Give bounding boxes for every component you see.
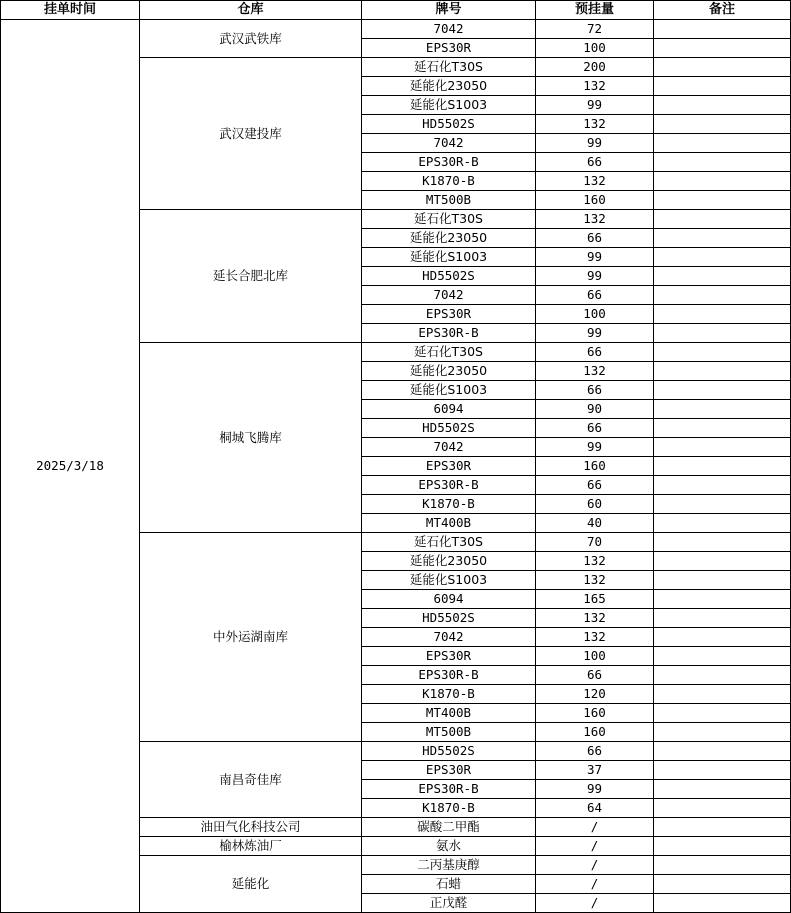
quantity-cell[interactable]: 160 bbox=[536, 723, 654, 742]
remark-cell[interactable] bbox=[654, 419, 791, 438]
brand-cell[interactable]: MT500B bbox=[362, 191, 536, 210]
quantity-cell[interactable]: 160 bbox=[536, 191, 654, 210]
remark-cell[interactable] bbox=[654, 438, 791, 457]
quantity-cell[interactable]: 100 bbox=[536, 647, 654, 666]
remark-cell[interactable] bbox=[654, 533, 791, 552]
remark-cell[interactable] bbox=[654, 666, 791, 685]
quantity-cell[interactable]: 100 bbox=[536, 305, 654, 324]
quantity-cell[interactable]: 40 bbox=[536, 514, 654, 533]
quantity-cell[interactable]: 37 bbox=[536, 761, 654, 780]
brand-cell[interactable]: K1870-B bbox=[362, 495, 536, 514]
remark-cell[interactable] bbox=[654, 685, 791, 704]
header-brand[interactable]: 牌号 bbox=[362, 1, 536, 20]
quantity-cell[interactable]: 66 bbox=[536, 381, 654, 400]
remark-cell[interactable] bbox=[654, 39, 791, 58]
brand-cell[interactable]: 延能化23050 bbox=[362, 77, 536, 96]
quantity-cell[interactable]: 66 bbox=[536, 476, 654, 495]
brand-cell[interactable]: EPS30R-B bbox=[362, 780, 536, 799]
quantity-cell[interactable]: 160 bbox=[536, 457, 654, 476]
quantity-cell[interactable]: 132 bbox=[536, 210, 654, 229]
brand-cell[interactable]: 延能化23050 bbox=[362, 552, 536, 571]
remark-cell[interactable] bbox=[654, 191, 791, 210]
warehouse-cell[interactable]: 武汉武铁库 bbox=[140, 20, 362, 58]
remark-cell[interactable] bbox=[654, 856, 791, 875]
quantity-cell[interactable]: 132 bbox=[536, 628, 654, 647]
brand-cell[interactable]: 7042 bbox=[362, 628, 536, 647]
quantity-cell[interactable]: 132 bbox=[536, 609, 654, 628]
brand-cell[interactable]: 延能化S1003 bbox=[362, 571, 536, 590]
remark-cell[interactable] bbox=[654, 20, 791, 39]
brand-cell[interactable]: 正戊醛 bbox=[362, 894, 536, 913]
header-date[interactable]: 挂单时间 bbox=[1, 1, 140, 20]
quantity-cell[interactable]: 132 bbox=[536, 571, 654, 590]
remark-cell[interactable] bbox=[654, 723, 791, 742]
table-row bbox=[1, 20, 791, 39]
brand-cell[interactable]: 延能化S1003 bbox=[362, 381, 536, 400]
quantity-cell[interactable]: 160 bbox=[536, 704, 654, 723]
brand-cell[interactable]: 延石化T30S bbox=[362, 343, 536, 362]
brand-cell[interactable]: 二丙基庚醇 bbox=[362, 856, 536, 875]
brand-cell[interactable]: HD5502S bbox=[362, 419, 536, 438]
quantity-cell[interactable]: 99 bbox=[536, 438, 654, 457]
quantity-cell[interactable]: 90 bbox=[536, 400, 654, 419]
warehouse-cell[interactable]: 榆林炼油厂 bbox=[140, 837, 362, 856]
remark-cell[interactable] bbox=[654, 457, 791, 476]
brand-cell[interactable]: K1870-B bbox=[362, 172, 536, 191]
brand-cell[interactable]: 延能化23050 bbox=[362, 229, 536, 248]
brand-cell[interactable]: 延石化T30S bbox=[362, 210, 536, 229]
quantity-cell[interactable]: 72 bbox=[536, 20, 654, 39]
quantity-cell[interactable]: 132 bbox=[536, 115, 654, 134]
quantity-cell[interactable]: 200 bbox=[536, 58, 654, 77]
remark-cell[interactable] bbox=[654, 305, 791, 324]
remark-cell[interactable] bbox=[654, 172, 791, 191]
remark-cell[interactable] bbox=[654, 58, 791, 77]
quantity-cell[interactable]: 99 bbox=[536, 248, 654, 267]
brand-cell[interactable]: EPS30R bbox=[362, 39, 536, 58]
quantity-cell[interactable]: 70 bbox=[536, 533, 654, 552]
brand-cell[interactable]: 7042 bbox=[362, 438, 536, 457]
remark-cell[interactable] bbox=[654, 324, 791, 343]
brand-cell[interactable]: 延能化S1003 bbox=[362, 96, 536, 115]
brand-cell[interactable]: MT400B bbox=[362, 704, 536, 723]
remark-cell[interactable] bbox=[654, 381, 791, 400]
header-remark[interactable]: 备注 bbox=[654, 1, 791, 20]
quantity-cell[interactable]: 99 bbox=[536, 134, 654, 153]
quantity-cell[interactable]: 100 bbox=[536, 39, 654, 58]
warehouse-cell[interactable]: 武汉建投库 bbox=[140, 58, 362, 210]
remark-cell[interactable] bbox=[654, 267, 791, 286]
quantity-cell[interactable]: 99 bbox=[536, 780, 654, 799]
quantity-cell[interactable]: 66 bbox=[536, 419, 654, 438]
quantity-cell[interactable]: 99 bbox=[536, 324, 654, 343]
warehouse-cell[interactable]: 延长合肥北库 bbox=[140, 210, 362, 343]
quantity-cell[interactable]: 132 bbox=[536, 172, 654, 191]
remark-cell[interactable] bbox=[654, 153, 791, 172]
brand-cell[interactable]: MT500B bbox=[362, 723, 536, 742]
brand-cell[interactable]: 7042 bbox=[362, 20, 536, 39]
header-warehouse[interactable]: 仓库 bbox=[140, 1, 362, 20]
remark-cell[interactable] bbox=[654, 552, 791, 571]
quantity-cell[interactable]: / bbox=[536, 818, 654, 837]
remark-cell[interactable] bbox=[654, 894, 791, 913]
warehouse-cell[interactable]: 延能化 bbox=[140, 856, 362, 913]
quantity-cell[interactable]: 165 bbox=[536, 590, 654, 609]
remark-cell[interactable] bbox=[654, 476, 791, 495]
header-row bbox=[1, 1, 791, 20]
brand-cell[interactable]: EPS30R bbox=[362, 305, 536, 324]
brand-cell[interactable]: HD5502S bbox=[362, 609, 536, 628]
remark-cell[interactable] bbox=[654, 875, 791, 894]
table-body bbox=[1, 20, 791, 913]
brand-cell[interactable]: 7042 bbox=[362, 286, 536, 305]
brand-cell[interactable]: 石蜡 bbox=[362, 875, 536, 894]
brand-cell[interactable]: 碳酸二甲酯 bbox=[362, 818, 536, 837]
brand-cell[interactable]: 延石化T30S bbox=[362, 58, 536, 77]
brand-cell[interactable]: HD5502S bbox=[362, 267, 536, 286]
remark-cell[interactable] bbox=[654, 590, 791, 609]
quantity-cell[interactable]: / bbox=[536, 894, 654, 913]
brand-cell[interactable]: 延能化S1003 bbox=[362, 248, 536, 267]
brand-cell[interactable]: EPS30R bbox=[362, 457, 536, 476]
quantity-cell[interactable]: / bbox=[536, 856, 654, 875]
quantity-cell[interactable]: 132 bbox=[536, 77, 654, 96]
remark-cell[interactable] bbox=[654, 286, 791, 305]
remark-cell[interactable] bbox=[654, 628, 791, 647]
quantity-cell[interactable]: 66 bbox=[536, 153, 654, 172]
remark-cell[interactable] bbox=[654, 818, 791, 837]
quantity-cell[interactable]: 66 bbox=[536, 343, 654, 362]
remark-cell[interactable] bbox=[654, 400, 791, 419]
remark-cell[interactable] bbox=[654, 647, 791, 666]
brand-cell[interactable]: 延能化23050 bbox=[362, 362, 536, 381]
remark-cell[interactable] bbox=[654, 571, 791, 590]
remark-cell[interactable] bbox=[654, 77, 791, 96]
remark-cell[interactable] bbox=[654, 837, 791, 856]
header-quantity[interactable]: 预挂量 bbox=[536, 1, 654, 20]
remark-cell[interactable] bbox=[654, 742, 791, 761]
brand-cell[interactable]: EPS30R-B bbox=[362, 666, 536, 685]
quantity-cell[interactable]: 132 bbox=[536, 362, 654, 381]
quantity-cell[interactable]: 132 bbox=[536, 552, 654, 571]
remark-cell[interactable] bbox=[654, 115, 791, 134]
remark-cell[interactable] bbox=[654, 229, 791, 248]
brand-cell[interactable]: 6094 bbox=[362, 400, 536, 419]
quantity-cell[interactable]: 66 bbox=[536, 286, 654, 305]
quantity-cell[interactable]: 66 bbox=[536, 229, 654, 248]
brand-cell[interactable]: EPS30R bbox=[362, 647, 536, 666]
remark-cell[interactable] bbox=[654, 780, 791, 799]
warehouse-cell[interactable]: 油田气化科技公司 bbox=[140, 818, 362, 837]
quantity-cell[interactable]: 64 bbox=[536, 799, 654, 818]
quantity-cell[interactable]: / bbox=[536, 837, 654, 856]
brand-cell[interactable]: EPS30R-B bbox=[362, 476, 536, 495]
remark-cell[interactable] bbox=[654, 210, 791, 229]
remark-cell[interactable] bbox=[654, 704, 791, 723]
remark-cell[interactable] bbox=[654, 343, 791, 362]
quantity-cell[interactable]: 60 bbox=[536, 495, 654, 514]
warehouse-cell[interactable]: 南昌奇佳库 bbox=[140, 742, 362, 818]
warehouse-cell[interactable]: 中外运湖南库 bbox=[140, 533, 362, 742]
date-cell[interactable]: 2025/3/18 bbox=[1, 20, 140, 913]
quantity-cell[interactable]: 120 bbox=[536, 685, 654, 704]
remark-cell[interactable] bbox=[654, 248, 791, 267]
remark-cell[interactable] bbox=[654, 761, 791, 780]
remark-cell[interactable] bbox=[654, 362, 791, 381]
remark-cell[interactable] bbox=[654, 495, 791, 514]
remark-cell[interactable] bbox=[654, 799, 791, 818]
quantity-cell[interactable]: 99 bbox=[536, 267, 654, 286]
quantity-cell[interactable]: / bbox=[536, 875, 654, 894]
remark-cell[interactable] bbox=[654, 96, 791, 115]
remark-cell[interactable] bbox=[654, 134, 791, 153]
brand-cell[interactable]: EPS30R bbox=[362, 761, 536, 780]
warehouse-cell[interactable]: 桐城飞腾库 bbox=[140, 343, 362, 533]
brand-cell[interactable]: 氨水 bbox=[362, 837, 536, 856]
remark-cell[interactable] bbox=[654, 514, 791, 533]
remark-cell[interactable] bbox=[654, 609, 791, 628]
brand-cell[interactable]: HD5502S bbox=[362, 742, 536, 761]
quantity-cell[interactable]: 66 bbox=[536, 666, 654, 685]
brand-cell[interactable]: MT400B bbox=[362, 514, 536, 533]
brand-cell[interactable]: 7042 bbox=[362, 134, 536, 153]
quantity-cell[interactable]: 66 bbox=[536, 742, 654, 761]
brand-cell[interactable]: HD5502S bbox=[362, 115, 536, 134]
quantity-cell[interactable]: 99 bbox=[536, 96, 654, 115]
brand-cell[interactable]: 6094 bbox=[362, 590, 536, 609]
brand-cell[interactable]: K1870-B bbox=[362, 799, 536, 818]
brand-cell[interactable]: EPS30R-B bbox=[362, 153, 536, 172]
brand-cell[interactable]: EPS30R-B bbox=[362, 324, 536, 343]
brand-cell[interactable]: 延石化T30S bbox=[362, 533, 536, 552]
brand-cell[interactable]: K1870-B bbox=[362, 685, 536, 704]
